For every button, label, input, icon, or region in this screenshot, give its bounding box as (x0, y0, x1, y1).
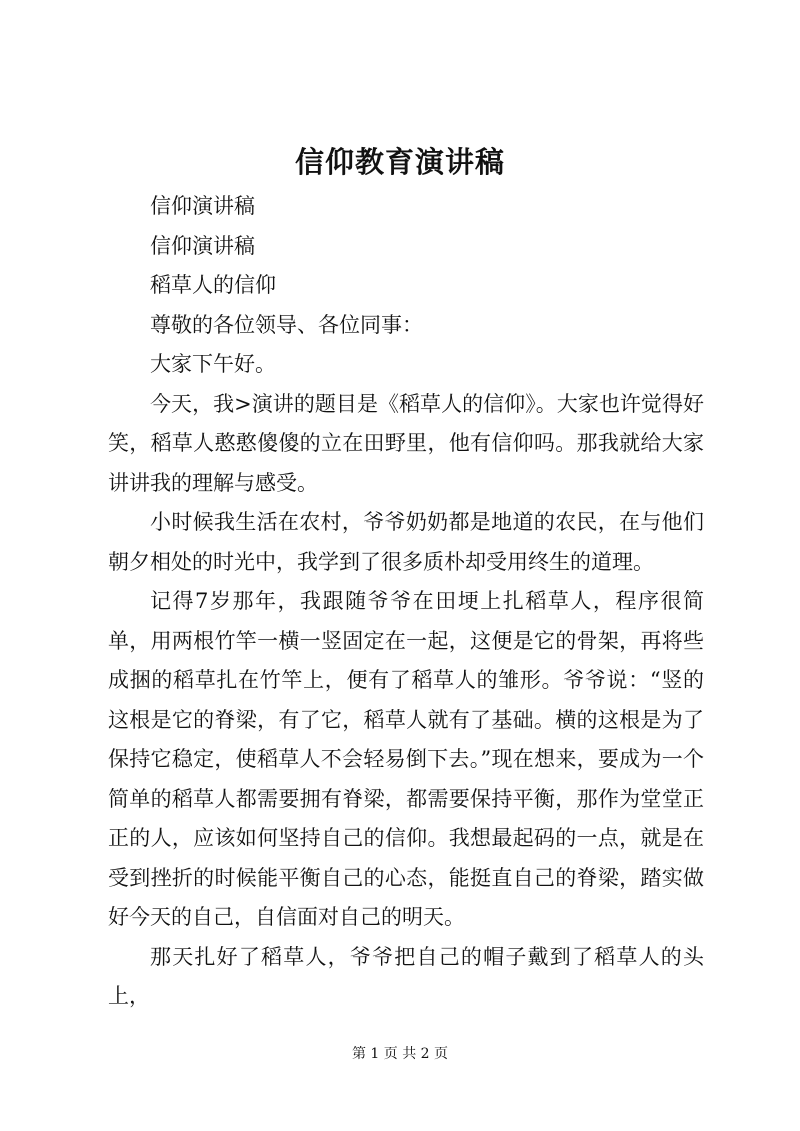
paragraph: 信仰演讲稿 (150, 233, 255, 258)
paragraph: 稻草人的信仰 (150, 273, 276, 297)
paragraph: 信仰演讲稿 (150, 194, 255, 218)
document-title: 信仰教育演讲稿 (294, 145, 505, 179)
paragraph: 大家下午好。 (150, 352, 276, 376)
document-body (108, 187, 704, 1017)
paragraph: 记得7岁那年，我跟随爷爷在田埂上扎稻草人，程序很简单，用两根竹竿一横一竖固定在一起，这便是它的骨架，再将些成捆的稻草扎在竹竿上，便有了稻草人的雏形。爷爷说：“竖的这根是它的脊梁，有了它，稻草人就有了基础。横的这根是为了保持它稳定，使稻草人不会轻易倒下去。”现在想来，要成为一个简单的稻草人都需要拥有脊梁，都需要保持平衡，那作为堂堂正正的人，应该如何坚持自己的信仰。我想最起码的一点，就是在受到挫折的时候能平衡自己的心态，能挺直自己的脊梁，踏实做好今天的自己，自信面对自己的明天。 (108, 589, 704, 929)
paragraph: 尊敬的各位领导、各位同事： (150, 312, 423, 337)
paragraph: 那天扎好了稻草人，爷爷把自己的帽子戴到了稻草人的头上， (108, 944, 704, 1008)
paragraph: 小时候我生活在农村，爷爷奶奶都是地道的农民，在与他们朝夕相处的时光中，我学到了很多质朴却受用终生的道理。 (108, 510, 704, 574)
paragraph: 今天，我>演讲的题目是《稻草人的信仰》。大家也许觉得好笑，稻草人憨憨傻傻的立在田野里，他有信仰吗。那我就给大家讲讲我的理解与感受。 (108, 391, 704, 495)
page-number-footer: 第 1 页 共 2 页 (351, 1046, 449, 1062)
